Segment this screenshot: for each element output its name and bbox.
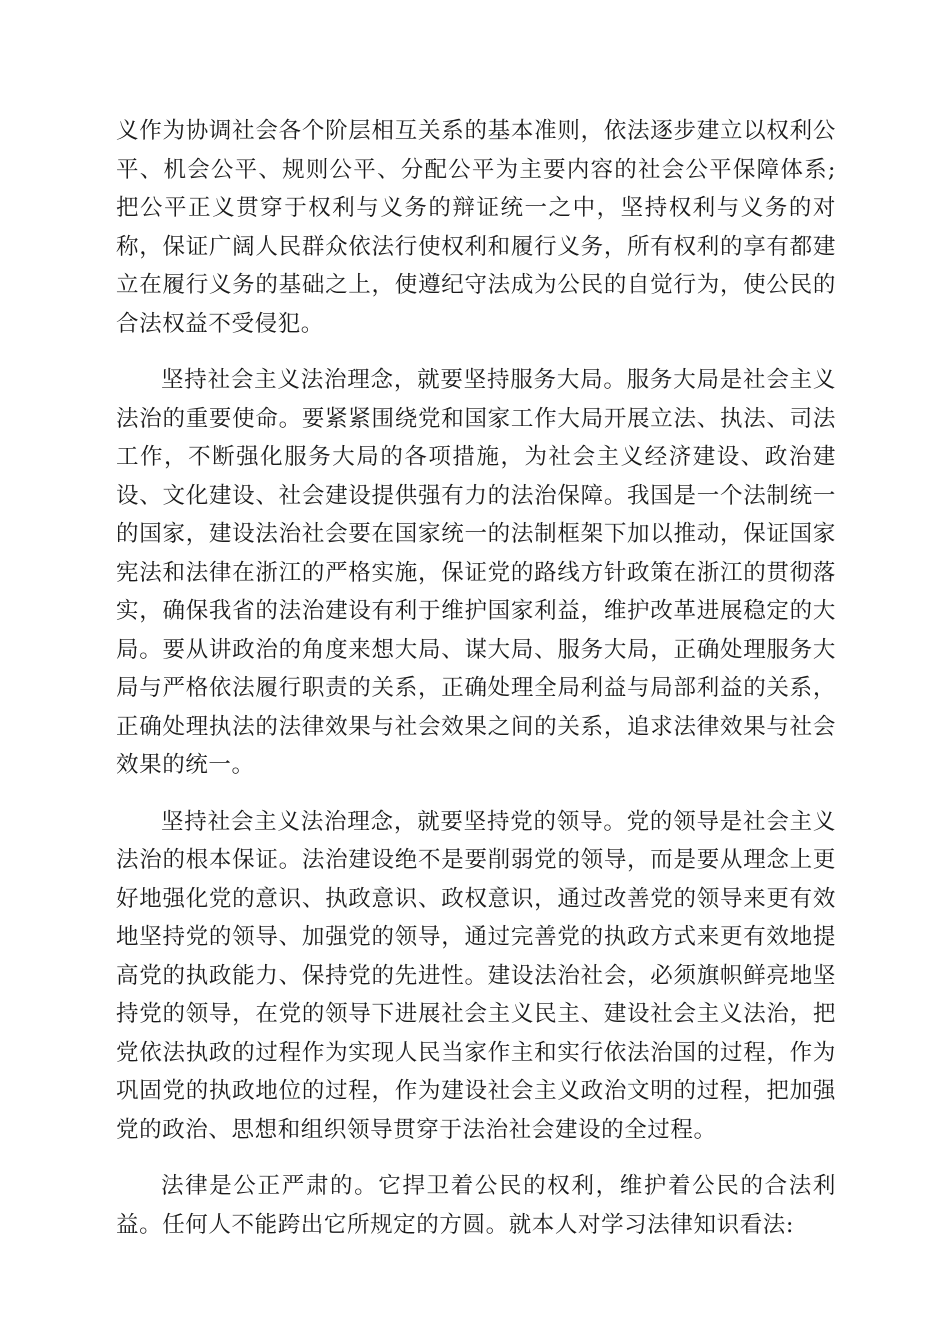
paragraph-law-views: 法律是公正严肃的。它捍卫着公民的权利，维护着公民的合法利益。任何人不能跨出它所规定的方圆。就本人对学习法律知识看法:: [116, 1173, 836, 1238]
document-body: [116, 112, 836, 1244]
paragraph-party-leadership: 坚持社会主义法治理念，就要坚持党的领导。党的领导是社会主义法治的根本保证。法治建设绝不是要削弱党的领导，而是要从理念上更好地强化党的意识、执政意识、政权意识，通过改善党的领导来更有效地坚持党的领导、加强党的领导，通过完善党的执政方式来更有效地提高党的执政能力、保持党的先进性。建设法治社会，必须旗帜鲜亮地坚持党的领导，在党的领导下进展社会主义民主、建设社会主义法治，把党依法执政的过程作为实现人民当家作主和实行依法治国的过程，作为巩固党的执政地位的过程，作为建设社会主义政治文明的过程，把加强党的政治、思想和组织领导贯穿于法治社会建设的全过程。: [116, 808, 836, 1143]
paragraph-continued: 义作为协调社会各个阶层相互关系的基本准则，依法逐步建立以权利公平、机会公平、规则公平、分配公平为主要内容的社会公平保障体系;把公平正义贯穿于权利与义务的辩证统一之中，坚持权利与义务的对称，保证广阔人民群众依法行使权利和履行义务，所有权利的享有都建立在履行义务的基础之上，使遵纪守法成为公民的自觉行为，使公民的合法权益不受侵犯。: [116, 118, 836, 337]
paragraph-serve-overall-situation: 坚持社会主义法治理念，就要坚持服务大局。服务大局是社会主义法治的重要使命。要紧紧围绕党和国家工作大局开展立法、执法、司法工作，不断强化服务大局的各项措施，为社会主义经济建设、政治建设、文化建设、社会建设提供强有力的法治保障。我国是一个法制统一的国家，建设法治社会要在国家统一的法制框架下加以推动，保证国家宪法和法律在浙江的严格实施，保证党的路线方针政策在浙江的贯彻落实，确保我省的法治建设有利于维护国家利益，维护改革进展稳定的大局。要从讲政治的角度来想大局、谋大局、服务大局，正确处理服务大局与严格依法履行职责的关系，正确处理全局利益与局部利益的关系，正确处理执法的法律效果与社会效果之间的关系，追求法律效果与社会效果的统一。: [116, 367, 836, 778]
